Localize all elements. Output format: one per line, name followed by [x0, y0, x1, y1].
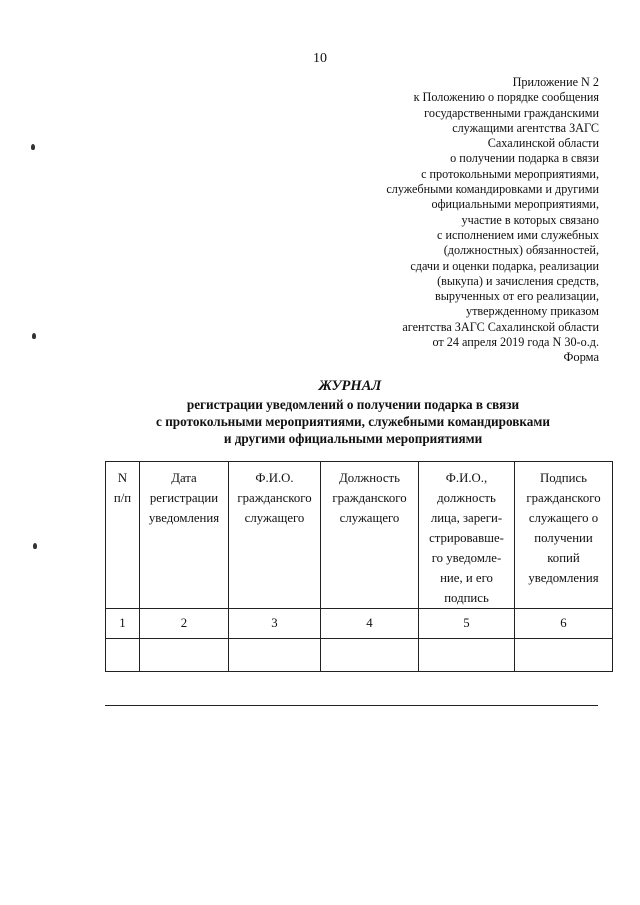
journal-table: [105, 461, 613, 672]
column-number-cell: 3: [229, 609, 321, 639]
column-number-cell: 6: [515, 609, 613, 639]
column-number-cell: 4: [321, 609, 419, 639]
empty-cell: [229, 639, 321, 672]
appendix-line: служащими агентства ЗАГС: [452, 120, 599, 135]
header-cell-number: N п/п: [106, 462, 140, 609]
bottom-divider-line: [105, 705, 598, 706]
header-cell-date: Дата регистрации уведомления: [140, 462, 229, 609]
appendix-line: утвержденному приказом: [466, 304, 599, 319]
header-cell-position: Должность гражданского служащего: [321, 462, 419, 609]
appendix-line: от 24 апреля 2019 года N 30-о.д.: [432, 335, 599, 350]
subtitle-line: и другими официальными мероприятиями: [223, 431, 483, 446]
column-number-cell: 5: [419, 609, 515, 639]
appendix-line: участие в которых связано: [461, 212, 599, 227]
page-number: 10: [313, 51, 327, 66]
column-number-cell: 1: [106, 609, 140, 639]
appendix-line: к Положению о порядке сообщения: [413, 90, 599, 105]
journal-title: ЖУРНАЛ: [318, 378, 382, 394]
empty-cell: [140, 639, 229, 672]
empty-cell: [321, 639, 419, 672]
scan-speck: [33, 543, 37, 549]
header-cell-fio: Ф.И.О. гражданского служащего: [229, 462, 321, 609]
appendix-line: с протокольными мероприятиями,: [421, 166, 599, 181]
scan-speck: [31, 144, 35, 150]
appendix-line: агентства ЗАГС Сахалинской области: [402, 319, 599, 334]
appendix-line: Приложение N 2: [512, 75, 599, 89]
appendix-line: (должностных) обязанностей,: [443, 243, 599, 258]
empty-table-row: [106, 639, 613, 672]
header-cell-signature: Подпись гражданского служащего о получении копий уведомления: [515, 462, 613, 609]
appendix-line: официальными мероприятиями,: [431, 197, 599, 212]
column-number-cell: 2: [140, 609, 229, 639]
subtitle-line: регистрации уведомлений о получении подарка в связи: [186, 397, 520, 412]
appendix-line: о получении подарка в связи: [450, 151, 599, 166]
header-row: [106, 462, 613, 609]
scan-speck: [32, 333, 36, 339]
appendix-line: государственными гражданскими: [424, 105, 599, 120]
appendix-line: сдачи и оценки подарка, реализации: [410, 258, 599, 273]
appendix-line: (выкупа) и зачисления средств,: [437, 273, 599, 288]
header-cell-registrar: Ф.И.О., должность лица, зареги- стрировавше- го уведомле- ние, и его подпись: [419, 462, 515, 609]
appendix-line: служебными командировками и другими: [386, 182, 599, 197]
empty-cell: [106, 639, 140, 672]
column-number-row: [106, 609, 613, 639]
subtitle-line: с протокольными мероприятиями, служебными командировками: [156, 414, 550, 429]
journal-subtitle: [96, 396, 610, 447]
form-label: Форма: [563, 350, 599, 364]
empty-cell: [419, 639, 515, 672]
appendix-line: с исполнением ими служебных: [437, 227, 599, 242]
appendix-line: вырученных от его реализации,: [434, 289, 599, 304]
empty-cell: [515, 639, 613, 672]
appendix-line: Сахалинской области: [487, 136, 599, 151]
appendix-block: [259, 75, 599, 350]
